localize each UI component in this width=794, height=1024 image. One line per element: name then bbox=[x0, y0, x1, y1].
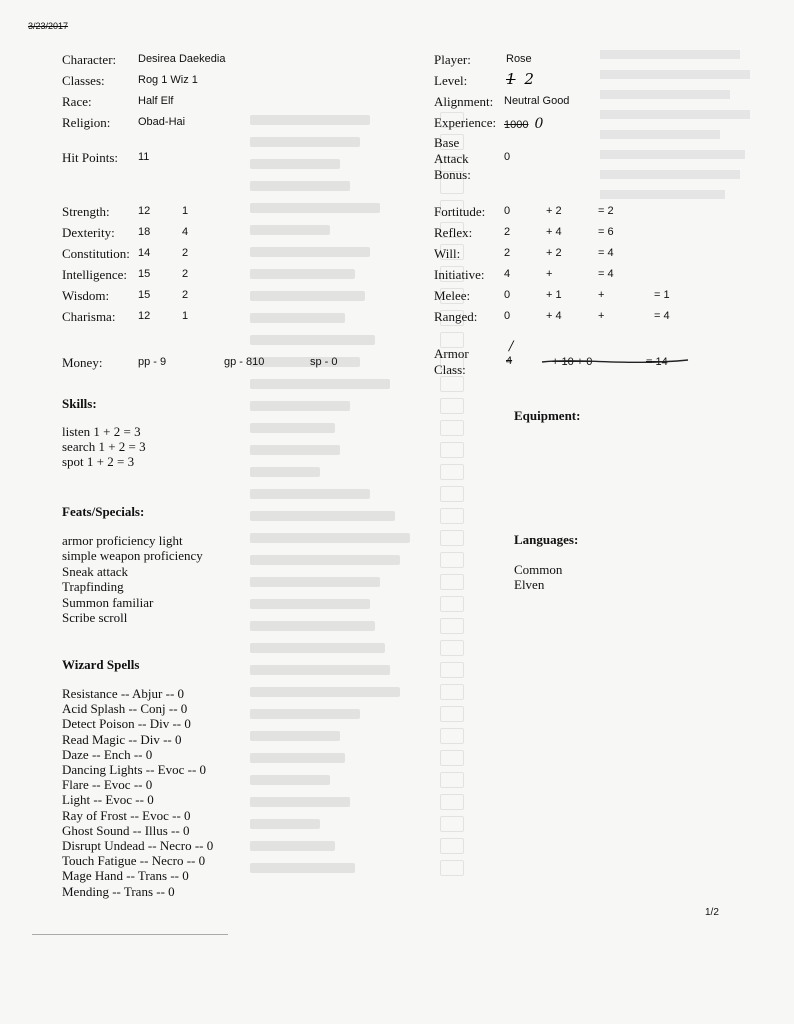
save-base: 2 bbox=[504, 247, 511, 259]
ability-mod: 4 bbox=[182, 226, 189, 238]
list-item: search 1 + 2 = 3 bbox=[62, 439, 146, 454]
experience-label: Experience: bbox=[434, 115, 497, 130]
ability-name: Charisma: bbox=[62, 309, 116, 324]
list-item: Ray of Frost -- Evoc -- 0 bbox=[62, 807, 191, 823]
page-number: 1/2 bbox=[705, 907, 719, 918]
money-label: Money: bbox=[62, 355, 103, 370]
attack-base: 0 bbox=[504, 289, 511, 301]
ability-name: Wisdom: bbox=[62, 288, 110, 303]
save-total: = 4 bbox=[598, 268, 614, 280]
money-gp: gp - 810 bbox=[224, 356, 265, 368]
bab-value: 0 bbox=[504, 151, 511, 163]
ability-name: Intelligence: bbox=[62, 267, 127, 282]
player-value: Rose bbox=[506, 53, 532, 65]
attack-name: Ranged: bbox=[434, 309, 478, 324]
alignment-value: Neutral Good bbox=[504, 95, 570, 107]
armor-class-dex: 4 / bbox=[506, 339, 514, 367]
date-stamp: 3/23/2017 bbox=[28, 21, 69, 31]
list-item: Scribe scroll bbox=[62, 610, 128, 626]
attack-base: 0 bbox=[504, 310, 511, 322]
save-base: 2 bbox=[504, 226, 511, 238]
languages-heading: Languages: bbox=[514, 532, 579, 547]
ability-mod: 2 bbox=[182, 247, 189, 259]
save-total: = 2 bbox=[598, 205, 614, 217]
armor-class-handwritten-mark: / bbox=[509, 339, 514, 354]
save-name: Reflex: bbox=[434, 225, 473, 240]
ability-score: 12 bbox=[138, 310, 151, 322]
armor-class-total: = 14 bbox=[646, 356, 668, 368]
level-crossed-out: 1 bbox=[506, 70, 516, 88]
hit-points-label: Hit Points: bbox=[62, 150, 118, 165]
religion-value: Obad-Hai bbox=[138, 116, 186, 128]
attack-name: Melee: bbox=[434, 288, 471, 303]
attack-misc: + bbox=[598, 289, 605, 301]
character-value: Desirea Daekedia bbox=[138, 53, 226, 65]
list-item: Mage Hand -- Trans -- 0 bbox=[62, 868, 189, 884]
skills-heading: Skills: bbox=[62, 396, 97, 411]
list-item: Light -- Evoc -- 0 bbox=[62, 792, 154, 808]
race-value: Half Elf bbox=[138, 95, 174, 107]
money-pp: pp - 9 bbox=[138, 356, 167, 368]
religion-label: Religion: bbox=[62, 115, 111, 130]
ability-mod: 2 bbox=[182, 268, 189, 280]
list-item: Flare -- Evoc -- 0 bbox=[62, 777, 153, 793]
list-item: Daze -- Ench -- 0 bbox=[62, 746, 153, 762]
ability-score: 18 bbox=[138, 226, 151, 238]
ability-mod: 2 bbox=[182, 289, 189, 301]
list-item: Resistance -- Abjur -- 0 bbox=[62, 686, 185, 701]
experience-correction: 0 bbox=[534, 116, 544, 132]
race-label: Race: bbox=[62, 94, 92, 109]
spells-heading: Wizard Spells bbox=[62, 657, 140, 672]
ability-name: Strength: bbox=[62, 204, 110, 219]
list-item: simple weapon proficiency bbox=[62, 548, 203, 564]
save-total: = 6 bbox=[598, 226, 614, 238]
level-value: 1 2 bbox=[506, 70, 534, 88]
save-mod: + 4 bbox=[546, 226, 562, 238]
save-mod: + bbox=[546, 268, 553, 280]
ability-score: 12 bbox=[138, 205, 151, 217]
classes-label: Classes: bbox=[62, 73, 105, 88]
ability-score: 15 bbox=[138, 289, 151, 301]
list-item: Dancing Lights -- Evoc -- 0 bbox=[62, 762, 207, 778]
list-item: Mending -- Trans -- 0 bbox=[62, 883, 175, 899]
armor-class-label: Armor Class: bbox=[434, 346, 469, 377]
ability-mod: 1 bbox=[182, 310, 189, 322]
list-item: spot 1 + 2 = 3 bbox=[62, 454, 135, 469]
list-item: Detect Poison -- Div -- 0 bbox=[62, 716, 191, 732]
save-mod: + 2 bbox=[546, 205, 562, 217]
armor-class-strike-line bbox=[540, 352, 690, 372]
attack-mod: + 1 bbox=[546, 289, 562, 301]
bleed-through-spells bbox=[600, 50, 760, 220]
list-item: Acid Splash -- Conj -- 0 bbox=[62, 701, 188, 717]
footer-divider bbox=[32, 934, 228, 935]
list-item: Sneak attack bbox=[62, 563, 129, 579]
attack-total: = 4 bbox=[654, 310, 670, 322]
armor-class-formula: + 10 + 0 bbox=[552, 356, 593, 368]
list-item: listen 1 + 2 = 3 bbox=[62, 424, 141, 439]
attack-misc: + bbox=[598, 310, 605, 322]
ability-name: Dexterity: bbox=[62, 225, 115, 240]
bab-label: Base Attack Bonus: bbox=[434, 135, 471, 182]
list-item: armor proficiency light bbox=[62, 533, 183, 548]
save-base: 4 bbox=[504, 268, 511, 280]
feats-heading: Feats/Specials: bbox=[62, 504, 145, 519]
ability-score: 14 bbox=[138, 247, 151, 259]
list-item: Read Magic -- Div -- 0 bbox=[62, 731, 182, 747]
list-item: Common bbox=[514, 562, 563, 577]
hit-points-value: 11 bbox=[138, 151, 150, 163]
classes-value: Rog 1 Wiz 1 bbox=[138, 74, 198, 86]
list-item: Summon familiar bbox=[62, 594, 154, 610]
languages-list bbox=[514, 562, 562, 593]
list-item: Ghost Sound -- Illus -- 0 bbox=[62, 822, 190, 838]
list-item: Disrupt Undead -- Necro -- 0 bbox=[62, 838, 214, 854]
save-name: Initiative: bbox=[434, 267, 485, 282]
save-total: = 4 bbox=[598, 247, 614, 259]
spells-list bbox=[62, 686, 213, 899]
level-label: Level: bbox=[434, 73, 468, 88]
experience-value: 1000 0 bbox=[504, 116, 544, 132]
ability-score: 15 bbox=[138, 268, 151, 280]
feats-list bbox=[62, 533, 203, 625]
character-label: Character: bbox=[62, 52, 117, 67]
save-name: Will: bbox=[434, 246, 461, 261]
player-label: Player: bbox=[434, 52, 471, 67]
money-sp: sp - 0 bbox=[310, 356, 338, 368]
ability-mod: 1 bbox=[182, 205, 189, 217]
list-item: Touch Fatigue -- Necro -- 0 bbox=[62, 853, 206, 869]
skills-list bbox=[62, 424, 146, 469]
save-mod: + 2 bbox=[546, 247, 562, 259]
list-item: Elven bbox=[514, 577, 545, 593]
attack-mod: + 4 bbox=[546, 310, 562, 322]
alignment-label: Alignment: bbox=[434, 94, 494, 109]
ability-name: Constitution: bbox=[62, 246, 130, 261]
save-name: Fortitude: bbox=[434, 204, 486, 219]
attack-total: = 1 bbox=[654, 289, 670, 301]
list-item: Trapfinding bbox=[62, 579, 124, 595]
save-base: 0 bbox=[504, 205, 511, 217]
equipment-heading: Equipment: bbox=[514, 408, 581, 423]
